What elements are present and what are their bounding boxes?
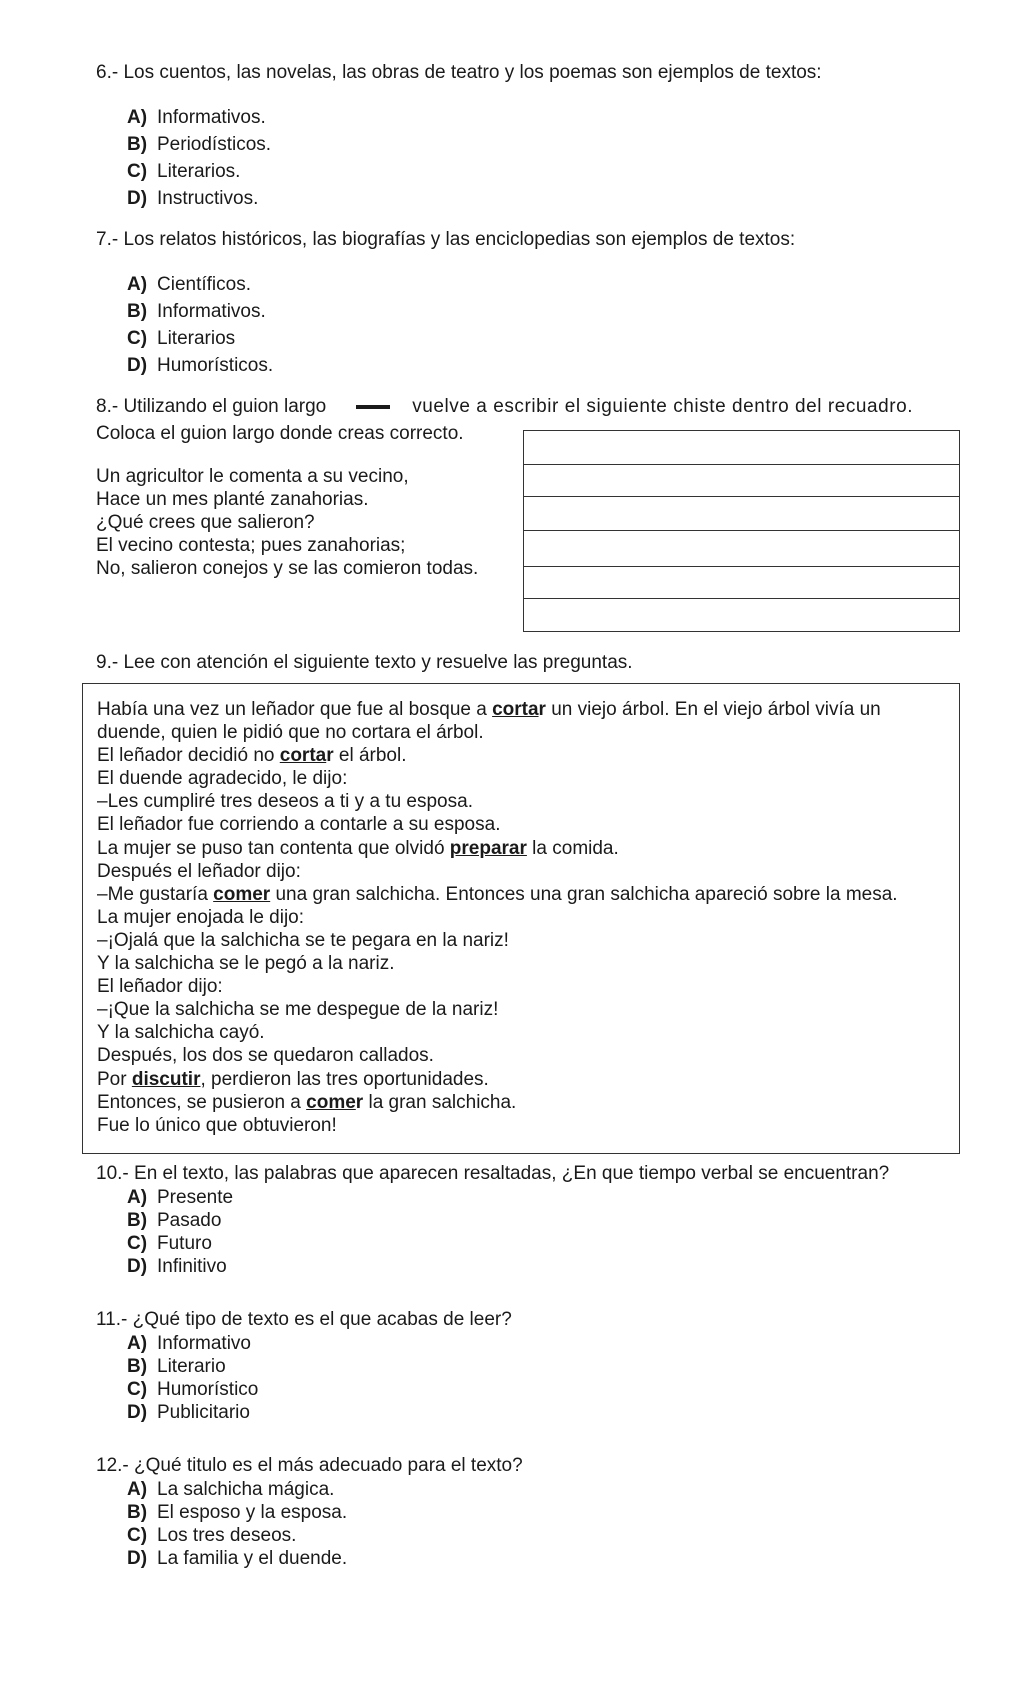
answer-line (524, 566, 959, 567)
option-12b[interactable]: B) El esposo y la esposa. (127, 1502, 348, 1523)
highlighted-verb: comer (213, 883, 271, 905)
answer-line (524, 598, 959, 599)
highlighted-verb: come (306, 1091, 356, 1113)
joke-line: ¿Qué crees que salieron? (96, 512, 315, 533)
question-12-prompt: 12.- ¿Qué titulo es el más adecuado para el texto? (96, 1455, 523, 1476)
story-line: Entonces, se pusieron a comer la gran salchicha. (97, 1091, 517, 1113)
option-12d[interactable]: D) La familia y el duende. (127, 1548, 348, 1569)
story-line: –Me gustaría comer una gran salchicha. Entonces una gran salchicha apareció sobre la mesa. (97, 883, 898, 905)
story-line: El leñador dijo: (97, 976, 223, 998)
em-dash-sample (356, 405, 390, 409)
story-line: El duende agradecido, le dijo: (97, 768, 348, 790)
question-7-prompt: 7.- Los relatos históricos, las biografías y las enciclopedias son ejemplos de textos: (96, 229, 796, 250)
question-11-prompt: 11.- ¿Qué tipo de texto es el que acabas de leer? (96, 1309, 512, 1330)
story-line: duende, quien le pidió que no cortara el árbol. (97, 722, 484, 744)
question-10-options (127, 1186, 233, 1278)
question-7-options (127, 271, 273, 379)
story-text (97, 698, 949, 1137)
option-6b[interactable]: B) Periodísticos. (127, 134, 272, 155)
highlighted-verb: preparar (449, 837, 527, 859)
question-9-prompt: 9.- Lee con atención el siguiente texto y resuelve las preguntas. (96, 652, 633, 673)
option-11c[interactable]: C) Humorístico (127, 1379, 259, 1400)
option-6a[interactable]: A) Informativos. (127, 107, 266, 128)
story-line: Y la salchicha se le pegó a la nariz. (97, 953, 395, 975)
option-11b[interactable]: B) Literario (127, 1356, 226, 1377)
joke-line: Hace un mes planté zanahorias. (96, 489, 369, 510)
joke-line: No, salieron conejos y se las comieron todas. (96, 558, 479, 579)
highlighted-verb: discutir (131, 1068, 201, 1090)
story-line: La mujer se puso tan contenta que olvidó preparar la comida. (97, 837, 619, 859)
story-line: La mujer enojada le dijo: (97, 906, 305, 928)
answer-line (524, 464, 959, 465)
option-10b[interactable]: B) Pasado (127, 1210, 222, 1231)
option-10a[interactable]: A) Presente (127, 1187, 234, 1208)
answer-line (524, 496, 959, 497)
joke-line: El vecino contesta; pues zanahorias; (96, 535, 406, 556)
option-12a[interactable]: A) La salchicha mágica. (127, 1479, 335, 1500)
option-7d[interactable]: D) Humorísticos. (127, 355, 274, 376)
option-7a[interactable]: A) Científicos. (127, 274, 251, 295)
highlighted-verb: corta (492, 699, 539, 720)
story-line: Después, los dos se quedaron callados. (97, 1045, 434, 1067)
option-11a[interactable]: A) Informativo (127, 1333, 251, 1354)
answer-box[interactable] (523, 430, 960, 632)
story-line: El leñador decidió no cortar el árbol. (97, 745, 407, 767)
question-6-prompt: 6.- Los cuentos, las novelas, las obras de teatro y los poemas son ejemplos de textos: (96, 62, 822, 83)
story-line: Y la salchicha cayó. (97, 1022, 265, 1044)
joke-line: Un agricultor le comenta a su vecino, (96, 466, 409, 487)
question-8-prompt: 8.- Utilizando el guion largo vuelve a escribir el siguiente chiste dentro del recuadro. (96, 396, 914, 417)
story-line: –¡Que la salchicha se me despegue de la nariz! (97, 999, 499, 1021)
story-line: El leñador fue corriendo a contarle a su esposa. (97, 814, 501, 836)
option-12c[interactable]: C) Los tres deseos. (127, 1525, 297, 1546)
question-11-options (127, 1332, 258, 1424)
question-12-options (127, 1478, 347, 1570)
answer-line (524, 530, 959, 531)
highlighted-verb: corta (279, 745, 327, 767)
option-7c[interactable]: C) Literarios (127, 328, 236, 349)
question-8-instruction: Coloca el guion largo donde creas correcto. (96, 423, 464, 444)
option-6c[interactable]: C) Literarios. (127, 161, 241, 182)
option-6d[interactable]: D) Instructivos. (127, 188, 259, 209)
option-10d[interactable]: D) Infinitivo (127, 1256, 227, 1277)
option-10c[interactable]: C) Futuro (127, 1233, 212, 1254)
story-line: Por discutir, perdieron las tres oportunidades. (97, 1068, 489, 1090)
question-6-options (127, 104, 271, 212)
option-11d[interactable]: D) Publicitario (127, 1402, 250, 1423)
joke-text (96, 465, 478, 580)
story-line: –Les cumpliré tres deseos a ti y a tu esposa. (97, 791, 473, 813)
question-10-prompt: 10.- En el texto, las palabras que aparecen resaltadas, ¿En que tiempo verbal se encuentran? (96, 1163, 890, 1184)
story-line: Había una vez un leñador que fue al bosque a cortar un viejo árbol. En el viejo árbol vivía un (97, 699, 881, 720)
option-7b[interactable]: B) Informativos. (127, 301, 266, 322)
story-line: Después el leñador dijo: (97, 860, 301, 882)
story-line: –¡Ojalá que la salchicha se te pegara en la nariz! (97, 929, 509, 951)
story-line: Fue lo único que obtuvieron! (97, 1114, 337, 1136)
story-box (82, 683, 960, 1154)
